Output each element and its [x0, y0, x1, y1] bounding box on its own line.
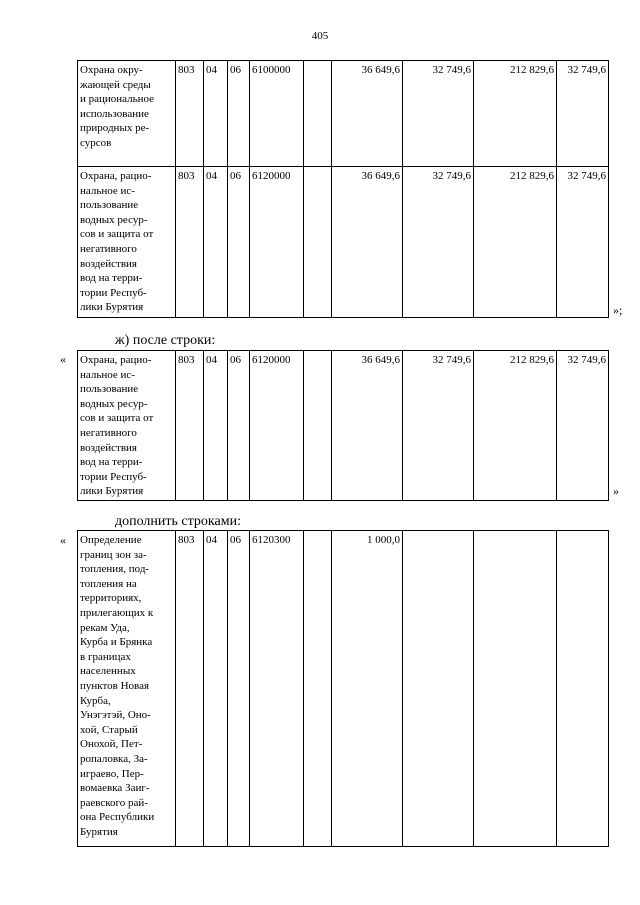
section-heading-add-rows: дополнить строками:	[115, 514, 241, 529]
row-name: Охрана, рацио- нальное ис- пользование водных ресур- сов и защита от негативного воздействия вод на терри- тории Респуб- лики Бурятия	[78, 167, 176, 318]
amount-1: 36 649,6	[332, 351, 403, 501]
code-expense-type	[304, 167, 332, 318]
code-subsection: 06	[228, 531, 250, 847]
amount-4: 32 749,6	[557, 61, 609, 167]
amount-1: 36 649,6	[332, 167, 403, 318]
amount-4: 32 749,6	[557, 167, 609, 318]
table-row	[78, 531, 609, 847]
code-expense-type	[304, 61, 332, 167]
code-expense-type	[304, 531, 332, 847]
code-ministry: 803	[176, 531, 204, 847]
budget-table-added	[77, 530, 609, 847]
code-section: 04	[204, 531, 228, 847]
budget-table-after-row	[77, 350, 609, 501]
row-name: Охрана окру- жающей среды и рациональное использование природных ре- сурсов	[78, 61, 176, 167]
amount-4: 32 749,6	[557, 351, 609, 501]
table-row	[78, 351, 609, 501]
amount-3: 212 829,6	[474, 61, 557, 167]
section-heading-after-row: ж) после строки:	[115, 333, 216, 348]
code-ministry: 803	[176, 61, 204, 167]
table-row	[78, 167, 609, 318]
amount-2	[403, 531, 474, 847]
code-subsection: 06	[228, 167, 250, 318]
code-section: 04	[204, 167, 228, 318]
table-row	[78, 61, 609, 167]
code-section: 04	[204, 61, 228, 167]
code-target: 6100000	[250, 61, 304, 167]
code-subsection: 06	[228, 61, 250, 167]
code-target: 6120000	[250, 167, 304, 318]
amount-1: 36 649,6	[332, 61, 403, 167]
amount-3: 212 829,6	[474, 351, 557, 501]
code-subsection: 06	[228, 351, 250, 501]
code-ministry: 803	[176, 167, 204, 318]
amount-2: 32 749,6	[403, 167, 474, 318]
row-name: Охрана, рацио- нальное ис- пользование водных ресур- сов и защита от негативного воздействия вод на терри- тории Респуб- лики Бурятия	[78, 351, 176, 501]
code-target: 6120000	[250, 351, 304, 501]
amount-3	[474, 531, 557, 847]
opening-quote-mark: «	[60, 352, 66, 366]
budget-table-top	[77, 60, 609, 318]
amount-1: 1 000,0	[332, 531, 403, 847]
code-section: 04	[204, 351, 228, 501]
amount-3: 212 829,6	[474, 167, 557, 318]
code-target: 6120300	[250, 531, 304, 847]
row-name: Определение границ зон за- топления, под- топления на территориях, прилегающих к рекам Уда, Курба и Брянка в границах населенных пунктов Новая Курба, Унэгэтэй, Оно- хой, Старый Онохой, Пет- ропаловка, За- играево, Пер- вомаевка Заиг- раевского рай- она Республики Бурятия	[78, 531, 176, 847]
code-ministry: 803	[176, 351, 204, 501]
closing-quote-mark: »;	[613, 303, 623, 317]
amount-4	[557, 531, 609, 847]
amount-2: 32 749,6	[403, 61, 474, 167]
page-number: 405	[311, 30, 329, 42]
code-expense-type	[304, 351, 332, 501]
opening-quote-mark: «	[60, 533, 66, 547]
amount-2: 32 749,6	[403, 351, 474, 501]
closing-quote-mark: »	[613, 484, 619, 498]
